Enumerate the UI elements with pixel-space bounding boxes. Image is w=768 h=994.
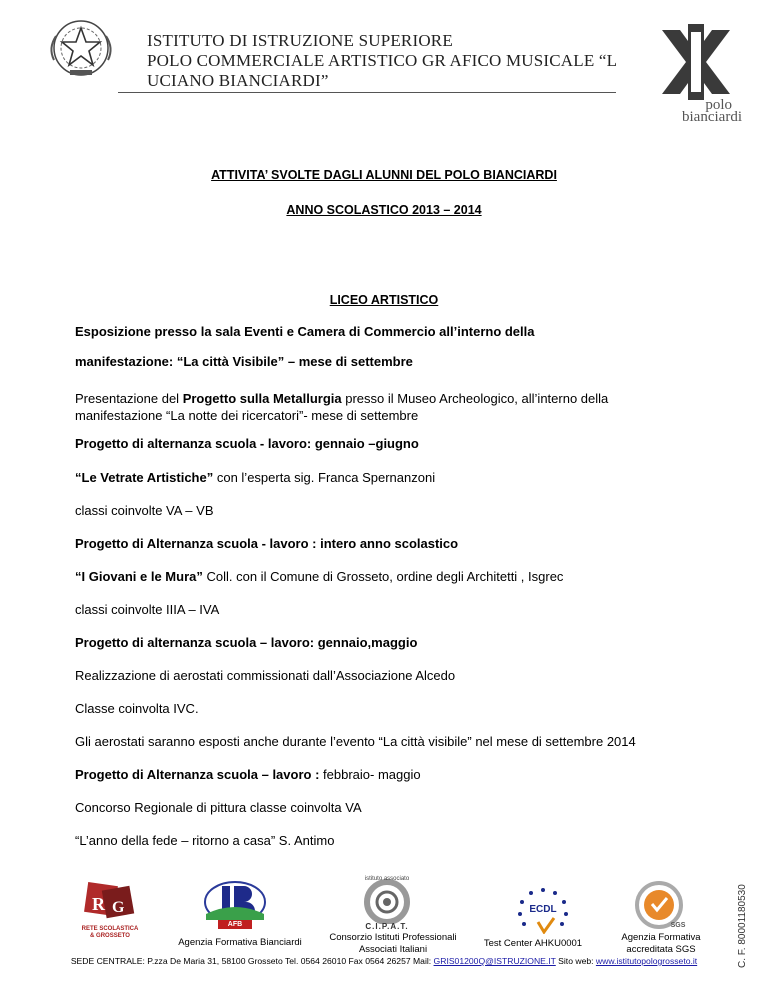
polo-bianciardi-logo — [650, 22, 742, 132]
project-vetrate — [75, 469, 715, 486]
exhibition-event-name: manifestazione: “La città Visibile” — [75, 354, 285, 369]
project-jan-jun: Progetto di alternanza scuola - lavoro: gennaio –giugno — [75, 436, 419, 451]
footer-site-label: Sito web: — [555, 956, 596, 966]
metallurgy-project: Progetto sulla Metallurgia — [182, 391, 342, 406]
polo-logo-icon — [650, 22, 742, 102]
vetrate-title: “Le Vetrate Artistiche” — [75, 470, 214, 485]
project-mura — [75, 568, 715, 585]
header-divider — [118, 92, 616, 93]
metallurgy-intro: Presentazione del — [75, 391, 183, 406]
project-feb-may — [75, 766, 715, 783]
feb-may-period: febbraio- maggio — [319, 767, 421, 782]
cipat-caption-line1: Consorzio Istituti Professionali — [329, 932, 457, 943]
fiscal-code: C. F. 80001180530 — [737, 884, 748, 968]
activity-exhibition-line2 — [75, 353, 715, 370]
footer-address-text: SEDE CENTRALE: P.zza De Maria 31, 58100 Grosseto Tel. 0564 26010 Fax 0564 26257 Mail: — [70, 956, 434, 966]
painting-theme: “L’anno della fede – ritorno a casa” S. Antimo — [75, 833, 335, 848]
ecdl-badge: ECDL — [529, 904, 557, 915]
polo-logo-text-bottom: bianciardi — [682, 109, 742, 125]
sgs-caption-line1: Agenzia Formativa — [621, 932, 701, 943]
classes-va-vb: classi coinvolte VA – VB — [75, 503, 214, 518]
section-title: LICEO ARTISTICO — [329, 293, 439, 307]
footer-mail-link[interactable]: GRIS01200Q@ISTRUZIONE.IT — [433, 956, 556, 966]
mura-collaboration: Coll. con il Comune di Grosseto, ordine degli Architetti , Isgrec — [202, 569, 564, 584]
cipat-icon — [352, 876, 422, 924]
rete-line1: RETE SCOLASTICA — [81, 926, 139, 932]
aerostats-exhibit-note: Gli aerostati saranno esposti anche durante l’evento “La città visibile” nel mese di settembre 2014 — [75, 734, 636, 749]
cipat-logo — [352, 876, 422, 932]
feb-may-project-title: Progetto di Alternanza scuola – lavoro : — [75, 767, 320, 782]
mura-title: “I Giovani e le Mura” — [75, 569, 203, 584]
footer-address — [0, 956, 768, 966]
exhibition-date: – mese di settembre — [284, 354, 413, 369]
ecdl-logo — [508, 884, 578, 934]
afb-logo — [200, 878, 270, 934]
sgs-badge: SGS — [670, 922, 686, 929]
rete-scolastica-logo — [78, 880, 142, 942]
sgs-caption-line2: accreditata SGS — [626, 944, 696, 955]
activity-exhibition — [75, 323, 715, 340]
classes-iiia-iva: classi coinvolte IIIA – IVA — [75, 602, 220, 617]
cipat-arc-text: istituto associato — [364, 876, 410, 882]
cipat-name: C.I.P.A.T. — [365, 922, 409, 931]
ecdl-caption: Test Center AHKU0001 — [483, 938, 583, 949]
sgs-logo — [626, 880, 692, 934]
school-name-line1: ISTITUTO DI ISTRUZIONE SUPERIORE — [147, 31, 453, 50]
vetrate-expert: con l’esperta sig. Franca Spernanzoni — [213, 470, 436, 485]
rete-line2: & GROSSETO — [90, 933, 130, 939]
cipat-caption-line2: Associati Italiani — [358, 944, 428, 955]
footer-site-link[interactable]: www.istitutopologrosseto.it — [595, 956, 698, 966]
svg-text:G: G — [112, 899, 125, 916]
rete-scolastica-icon — [78, 880, 142, 928]
school-name-line2: POLO COMMERCIALE ARTISTICO GR AFICO MUSICALE “L — [147, 51, 618, 70]
republic-emblem-icon — [44, 14, 118, 82]
class-ivc: Classe coinvolta IVC. — [75, 701, 199, 716]
afb-caption: Agenzia Formativa Bianciardi — [178, 937, 302, 948]
painting-contest: Concorso Regionale di pittura classe coinvolta VA — [75, 800, 362, 815]
metallurgy-location: presso il Museo Archeologico, all’interno della — [341, 391, 609, 406]
polo-logo-text-top: polo — [705, 97, 732, 113]
project-jan-may: Progetto di alternanza scuola – lavoro: gennaio,maggio — [75, 635, 418, 650]
metallurgy-event: manifestazione “La notte dei ricercatori”- mese di settembre — [75, 408, 419, 423]
project-full-year: Progetto di Alternanza scuola - lavoro : intero anno scolastico — [75, 536, 459, 551]
school-name-line3: UCIANO BIANCIARDI” — [147, 71, 329, 90]
aerostats-project: Realizzazione di aerostati commissionati dall’Associazione Alcedo — [75, 668, 456, 683]
afb-badge: AFB — [218, 920, 252, 929]
svg-text:R: R — [92, 894, 105, 914]
school-year-title: ANNO SCOLASTICO 2013 – 2014 — [286, 203, 482, 217]
activity-metallurgy — [75, 390, 715, 424]
activity-exhibition-line1: Esposizione presso la sala Eventi e Camera di Commercio all’interno della — [75, 324, 535, 339]
main-title: ATTIVITA’ SVOLTE DAGLI ALUNNI DEL POLO BIANCIARDI — [211, 168, 557, 182]
